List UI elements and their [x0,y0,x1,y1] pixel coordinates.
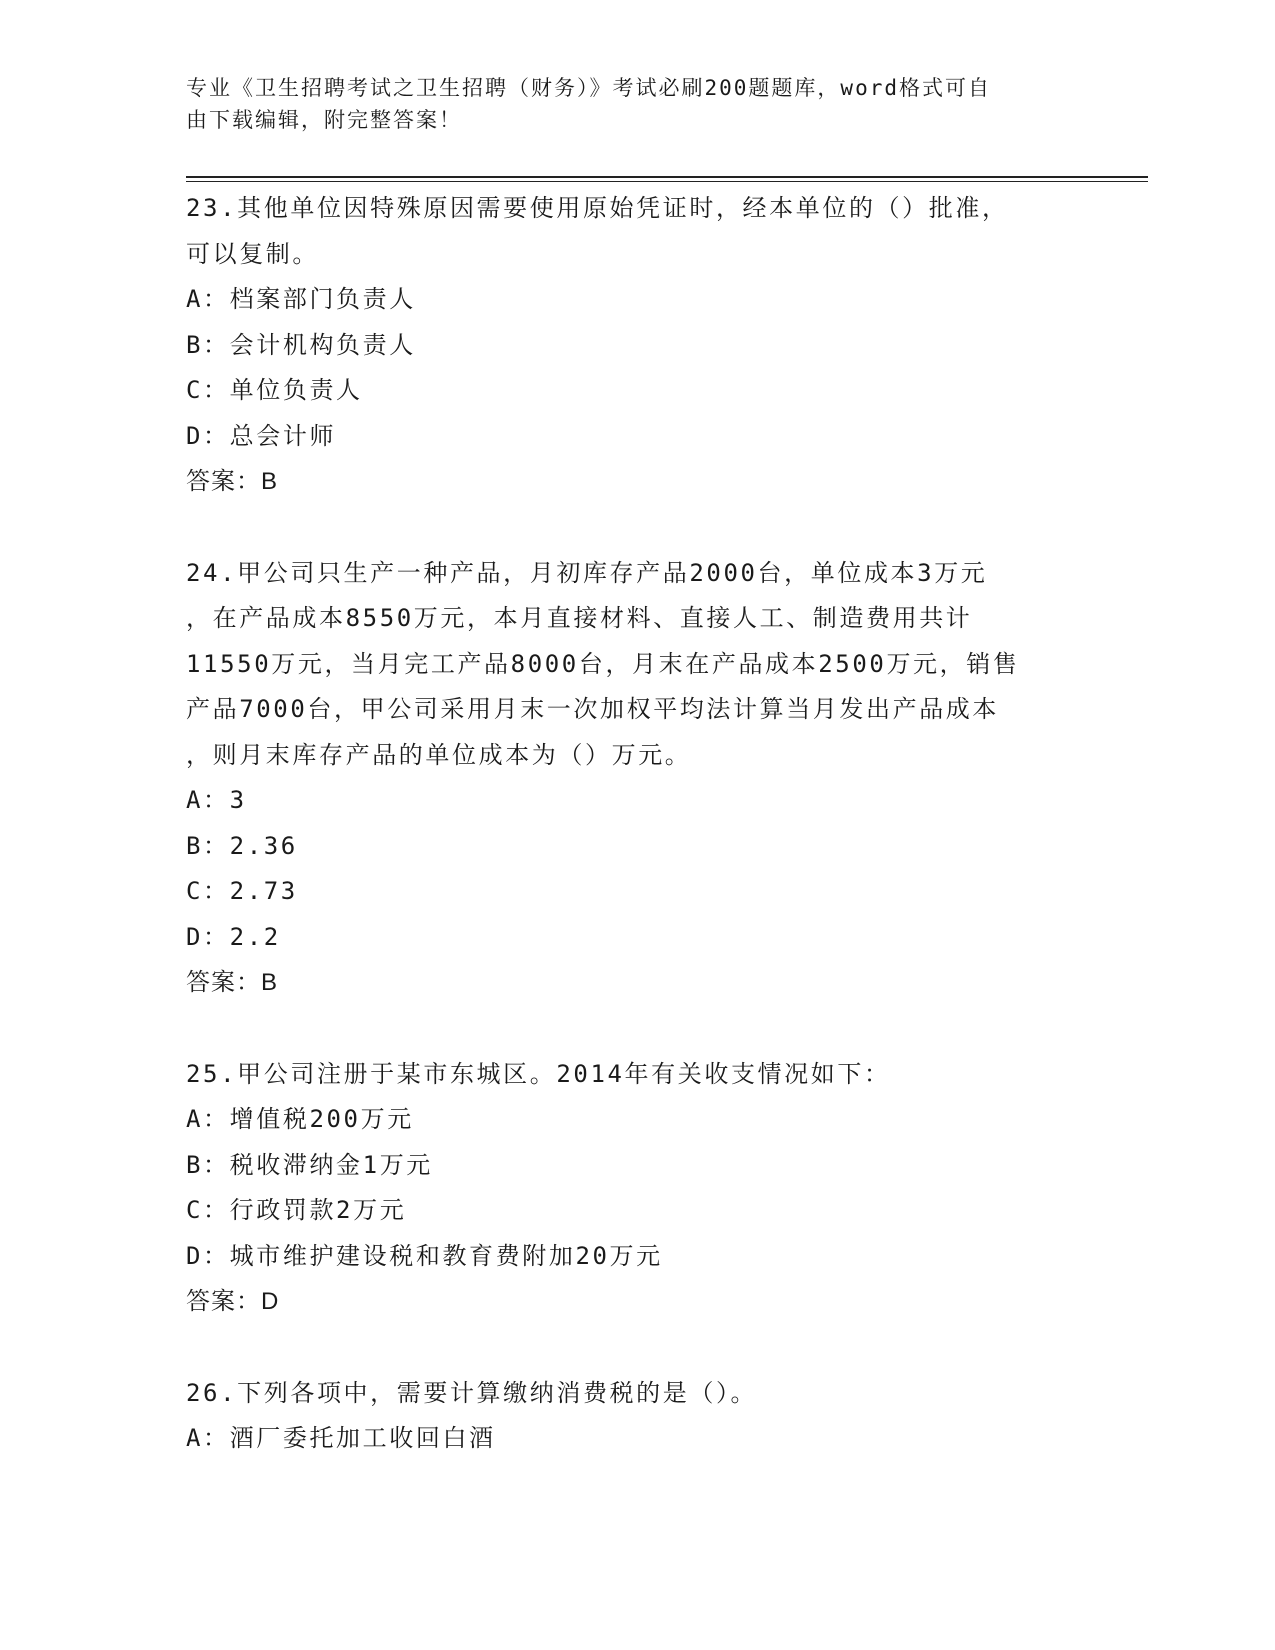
option-d: D：总会计师 [186,421,337,450]
answer: 答案：D [186,1288,280,1315]
question-26 [186,1371,1086,1462]
question-stem-line: ，则月末库存产品的单位成本为（）万元。 [186,740,692,769]
header-divider-thin [186,181,1148,182]
question-23 [186,186,1086,505]
question-stem-line: ，在产品成本8550万元，本月直接材料、直接人工、制造费用共计 [186,604,973,632]
option-a: A：酒厂委托加工收回白酒 [186,1424,496,1452]
answer: 答案：B [186,969,279,996]
option-b: B：税收滞纳金1万元 [186,1150,433,1179]
question-stem-line: 23.其他单位因特殊原因需要使用原始凭证时，经本单位的（）批准， [186,194,1009,222]
option-c: C：行政罚款2万元 [186,1196,407,1224]
header-line-2: 由下载编辑，附完整答案！ [186,108,462,132]
question-stem-line: 24.甲公司只生产一种产品，月初库存产品2000台，单位成本3万元 [186,558,988,587]
option-b: B：2.36 [186,831,298,860]
option-c: C：2.73 [186,877,298,905]
option-b: B：会计机构负责人 [186,330,416,359]
question-spacer [186,505,1086,551]
question-stem-line: 11550万元，当月完工产品8000台，月末在产品成本2500万元，销售 [186,649,1020,678]
question-spacer [186,1006,1086,1052]
document-header [186,72,1066,136]
question-spacer [186,1325,1086,1371]
question-list [186,186,1086,1462]
question-stem-line: 26.下列各项中，需要计算缴纳消费税的是（）。 [186,1378,758,1407]
question-stem-line: 可以复制。 [186,239,319,268]
header-divider [186,176,1148,178]
option-a: A：增值税200万元 [186,1105,414,1133]
option-d: D：2.2 [186,922,281,951]
question-24 [186,551,1086,1006]
question-stem-line: 25.甲公司注册于某市东城区。2014年有关收支情况如下： [186,1059,891,1088]
question-25 [186,1052,1086,1325]
answer: 答案：B [186,468,279,495]
option-d: D：城市维护建设税和教育费附加20万元 [186,1241,663,1270]
option-a: A：档案部门负责人 [186,285,416,313]
option-c: C：单位负责人 [186,376,363,404]
option-a: A：3 [186,786,247,814]
question-stem-line: 产品7000台，甲公司采用月末一次加权平均法计算当月发出产品成本 [186,695,999,723]
header-line-1: 专业《卫生招聘考试之卫生招聘（财务）》考试必刷200题题库，word格式可自 [186,76,991,100]
